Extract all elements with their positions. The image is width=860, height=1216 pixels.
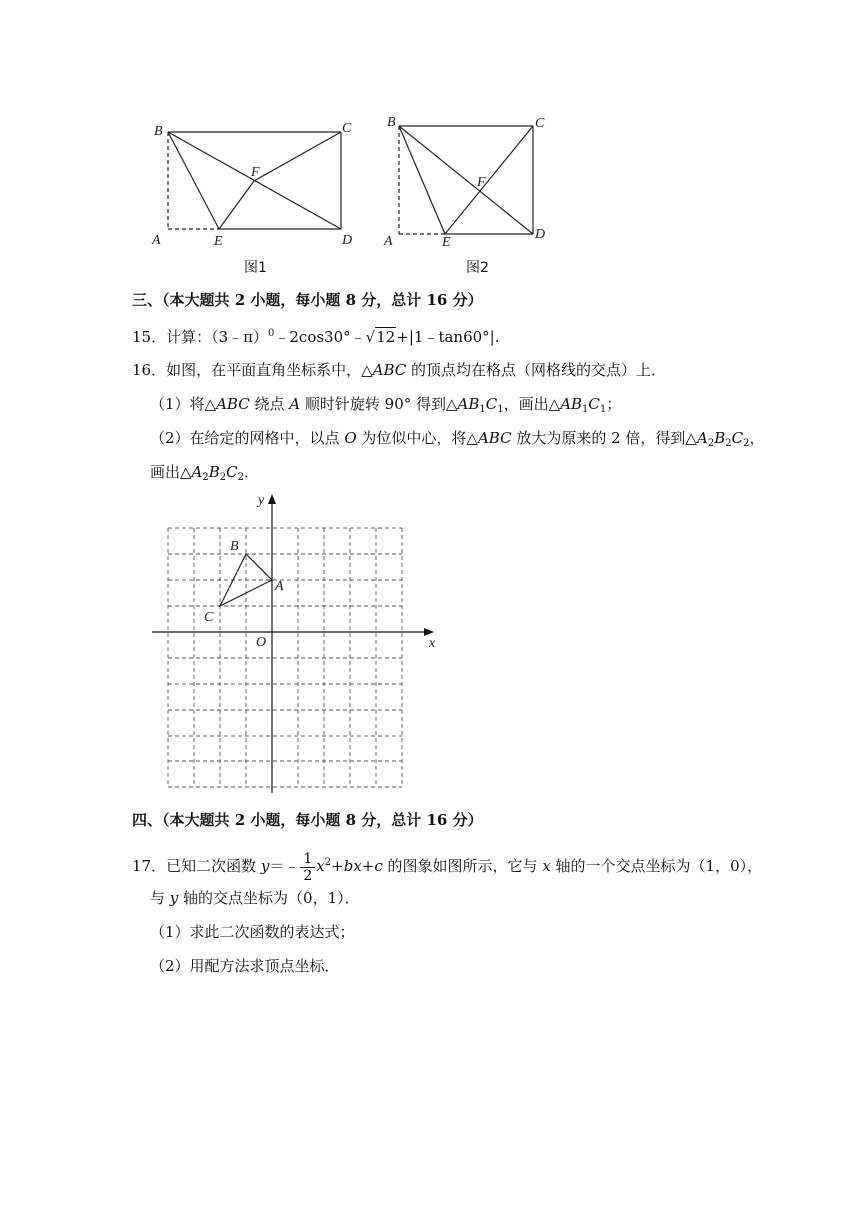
q17-number: 17． bbox=[132, 857, 167, 875]
q17-text-c: 的图象如图所示，它与 bbox=[382, 857, 543, 875]
fig1-line-FC bbox=[254, 132, 341, 181]
q16-p1-point-a: A bbox=[289, 395, 301, 413]
q17-text-d: 轴的一个交点坐标为（1，0）， bbox=[550, 857, 763, 875]
q15-sqrt-sign: √ bbox=[365, 328, 376, 346]
section-4-heading: 四、（本大题共 2 小题，每小题 8 分，总计 16 分） bbox=[132, 811, 483, 829]
q16-p1-text-e: ； bbox=[606, 395, 622, 413]
q16-p2-o: O bbox=[344, 429, 357, 447]
q17-line2-text-a: 与 bbox=[150, 889, 170, 907]
fig2-label-E: E bbox=[442, 235, 451, 250]
fig1-label-F: F bbox=[251, 165, 260, 180]
q16-p1-ab: AB bbox=[457, 395, 480, 413]
q16-p1-sub: 1 bbox=[497, 404, 504, 415]
fig2-label-F: F bbox=[477, 175, 486, 190]
q15-text-c: +|1﹣tan60°|. bbox=[396, 328, 500, 346]
q16-p2-text-c: 放大为原来的 2 倍，得到△ bbox=[511, 429, 697, 447]
q16-p2-line2-b: B bbox=[208, 463, 220, 481]
q16-p2-text-a: （2）在给定的网格中，以点 bbox=[150, 429, 345, 447]
q15-exponent: 0 bbox=[268, 328, 275, 339]
question-16-stem bbox=[132, 360, 666, 380]
fig2-label-B: B bbox=[387, 115, 396, 130]
figure-1-caption: 图1 bbox=[244, 260, 267, 276]
q16-p1-sub: 1 bbox=[479, 404, 486, 415]
question-16-part-1 bbox=[150, 394, 621, 420]
q16-p2-line2-sub: 2 bbox=[237, 472, 245, 483]
question-15 bbox=[132, 324, 500, 347]
q17-text-a: 已知二次函数 bbox=[166, 857, 261, 875]
grid-label-y: y bbox=[258, 493, 265, 508]
q17-line2-y: y bbox=[169, 889, 179, 907]
fig1-label-C: C bbox=[342, 121, 352, 136]
q16-p2-sub: 2 bbox=[743, 438, 750, 449]
fig1-label-D: D bbox=[342, 233, 353, 248]
fig1-label-E: E bbox=[214, 234, 223, 249]
q16-stem-text-a: 如图，在平面直角坐标系中，△ bbox=[166, 361, 373, 379]
question-16-part-2-line-2 bbox=[150, 462, 259, 488]
fig2-label-C: C bbox=[535, 116, 545, 131]
q17-x: x bbox=[316, 857, 325, 875]
q16-stem-abc: ABC bbox=[372, 361, 407, 379]
q17-plus: + bbox=[361, 857, 375, 875]
q17-bx: bx bbox=[343, 857, 362, 875]
q15-sqrt-value: 12 bbox=[376, 328, 396, 346]
q17-line2-text-b: 轴的交点坐标为（0，1）． bbox=[178, 889, 360, 907]
q16-p1-sub: 1 bbox=[599, 404, 607, 415]
fig2-line-BE bbox=[399, 126, 445, 234]
q16-p1-sub: 1 bbox=[582, 404, 589, 415]
grid-label-x: x bbox=[429, 636, 436, 651]
question-17-part-1: （1）求此二次函数的表达式； bbox=[150, 923, 355, 941]
q16-p1-text-a: （1）将△ bbox=[150, 395, 217, 413]
q16-p2-line2-text-a: 画出△ bbox=[150, 463, 192, 481]
q16-p2-abc: ABC bbox=[477, 429, 512, 447]
grid-label-c: C bbox=[204, 610, 214, 625]
q17-x-axis: x bbox=[542, 857, 551, 875]
q16-p2-sub: 2 bbox=[707, 438, 715, 449]
question-16-part-2 bbox=[150, 428, 764, 454]
y-axis-arrow-icon bbox=[268, 494, 276, 504]
q16-stem-text-b: 的顶点均在格点（网格线的交点）上． bbox=[406, 361, 667, 379]
q16-p2-sub: 2 bbox=[725, 438, 732, 449]
q16-p2-line2-a: A bbox=[191, 463, 203, 481]
grid-label-a: A bbox=[275, 579, 284, 594]
q17-c: c bbox=[374, 857, 383, 875]
q16-p2-text-d: ， bbox=[749, 429, 765, 447]
q16-p2-b: B bbox=[714, 429, 726, 447]
q16-p1-text-b: 绕点 bbox=[249, 395, 290, 413]
q16-p2-line2-sub: 2 bbox=[202, 472, 209, 483]
q15-text-a: 计算：（3﹣π） bbox=[166, 328, 268, 346]
question-17-stem bbox=[132, 846, 762, 884]
q17-frac-numerator: 1 bbox=[300, 851, 315, 868]
question-17-part-2: （2）用配方法求顶点坐标． bbox=[150, 957, 340, 975]
fig1-label-B: B bbox=[154, 124, 163, 139]
q16-p1-c: C bbox=[485, 395, 498, 413]
q17-y: y bbox=[260, 857, 270, 875]
x-axis-arrow-icon bbox=[424, 628, 434, 636]
q17-exponent: 2 bbox=[324, 857, 332, 868]
figure-2-caption: 图2 bbox=[466, 260, 489, 276]
q17-eq: ＝﹣ bbox=[269, 857, 300, 875]
fig2-line-EC bbox=[445, 126, 533, 234]
fig2-label-A: A bbox=[384, 234, 393, 249]
fig1-label-A: A bbox=[152, 233, 161, 248]
q15-text-b: ﹣2cos30°﹣ bbox=[274, 328, 366, 346]
figure-2 bbox=[380, 110, 550, 252]
q16-p1-ab: AB bbox=[560, 395, 583, 413]
q16-p2-line2-text-b: ． bbox=[244, 463, 260, 481]
q16-p2-c: C bbox=[731, 429, 744, 447]
q16-p2-a: A bbox=[696, 429, 708, 447]
grid-label-b: B bbox=[230, 539, 239, 554]
q16-p2-line2-c: C bbox=[226, 463, 238, 481]
q16-p2-text-b: 为位似中心，将△ bbox=[356, 429, 478, 447]
q16-p1-c: C bbox=[588, 395, 600, 413]
fig2-label-D: D bbox=[535, 227, 546, 242]
q17-fraction bbox=[300, 851, 315, 884]
grid-label-o: O bbox=[256, 635, 267, 650]
section-3-heading: 三、（本大题共 2 小题，每小题 8 分，总计 16 分） bbox=[132, 291, 483, 309]
q16-p1-abc: ABC bbox=[216, 395, 250, 413]
q16-p2-line2-sub: 2 bbox=[219, 472, 227, 483]
fig2-line-BD bbox=[399, 126, 533, 234]
q17-frac-denominator: 2 bbox=[303, 867, 313, 884]
fig1-line-EF bbox=[219, 181, 254, 229]
coordinate-grid-figure bbox=[148, 488, 448, 793]
q16-number: 16． bbox=[132, 361, 167, 379]
q16-p1-text-d: ，画出△ bbox=[503, 395, 561, 413]
grid-dashed-lines bbox=[168, 528, 402, 787]
figure-1 bbox=[148, 118, 360, 250]
q17-plus: + bbox=[331, 857, 344, 875]
q15-number: 15． bbox=[132, 328, 167, 346]
question-17-line-2 bbox=[150, 888, 360, 908]
q16-p1-text-c: 顺时针旋转 90° 得到△ bbox=[300, 395, 458, 413]
